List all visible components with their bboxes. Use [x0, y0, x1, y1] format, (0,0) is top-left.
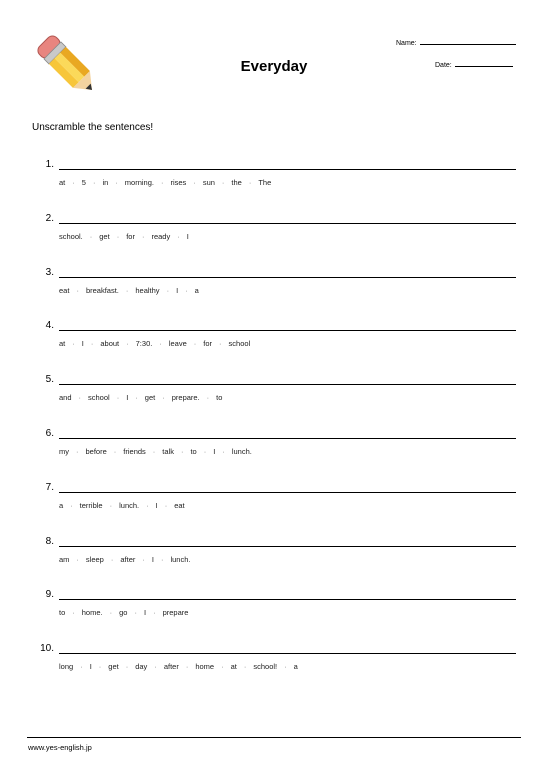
question-row: [0, 589, 548, 639]
word-separator: ·: [243, 662, 247, 672]
word-separator: ·: [162, 393, 165, 403]
word-separator: ·: [115, 178, 118, 187]
scrambled-word: to: [59, 608, 66, 618]
scrambled-word: after: [163, 662, 179, 672]
word-separator: ·: [134, 608, 137, 618]
scrambled-words: [59, 447, 252, 456]
word-separator: ·: [135, 393, 138, 403]
scrambled-word: leave: [168, 339, 187, 349]
word-separator: ·: [203, 447, 207, 456]
scrambled-word: home: [195, 662, 215, 672]
answer-line[interactable]: [59, 546, 516, 547]
scrambled-word: the: [231, 178, 242, 187]
scrambled-words: [59, 662, 298, 671]
word-separator: ·: [159, 339, 162, 349]
scrambled-word: lunch.: [170, 554, 191, 564]
footer-divider: [27, 737, 521, 738]
date-field[interactable]: [435, 60, 513, 69]
scrambled-word: healthy: [135, 285, 160, 295]
scrambled-word: a: [293, 662, 298, 672]
scrambled-word: in: [102, 178, 109, 187]
word-separator: ·: [221, 178, 225, 187]
name-label: Name:: [396, 40, 417, 47]
question-row: [0, 428, 548, 478]
scrambled-word: prepare.: [171, 393, 200, 403]
scrambled-word: and: [59, 393, 72, 403]
word-separator: ·: [110, 554, 114, 564]
word-separator: ·: [70, 500, 73, 510]
scrambled-word: I: [186, 231, 189, 241]
scrambled-word: I: [89, 662, 92, 672]
question-number: 9.: [45, 589, 54, 601]
word-separator: ·: [185, 662, 189, 672]
date-label: Date:: [435, 62, 452, 69]
question-number: 4.: [45, 320, 54, 332]
word-separator: ·: [125, 662, 129, 672]
scrambled-word: 7:30.: [135, 339, 153, 349]
scrambled-word: lunch.: [119, 500, 140, 510]
answer-line[interactable]: [59, 492, 516, 493]
answer-line[interactable]: [59, 599, 516, 600]
scrambled-word: I: [155, 500, 158, 510]
scrambled-word: a: [194, 285, 199, 295]
scrambled-word: I: [151, 554, 154, 564]
scrambled-word: sleep: [85, 554, 104, 564]
question-number: 8.: [45, 535, 54, 547]
word-separator: ·: [185, 285, 188, 295]
scrambled-word: long: [59, 662, 74, 672]
scrambled-word: I: [126, 393, 129, 403]
scrambled-word: I: [143, 608, 147, 618]
date-input-line[interactable]: [455, 60, 513, 67]
answer-line[interactable]: [59, 277, 516, 278]
word-separator: ·: [153, 608, 156, 618]
word-separator: ·: [166, 285, 170, 295]
scrambled-words: [59, 501, 185, 510]
scrambled-word: rises: [170, 178, 187, 187]
scrambled-word: at: [230, 662, 237, 672]
question-row: [0, 320, 548, 370]
scrambled-word: prepare: [162, 608, 189, 618]
question-number: 1.: [45, 159, 54, 170]
word-separator: ·: [72, 178, 75, 187]
word-separator: ·: [141, 231, 145, 241]
scrambled-word: get: [99, 231, 110, 241]
answer-line[interactable]: [59, 384, 516, 385]
scrambled-word: eat: [59, 285, 70, 295]
question-row: [0, 213, 548, 263]
scrambled-words: [59, 232, 189, 241]
question-number: 7.: [45, 481, 54, 493]
word-separator: ·: [76, 554, 79, 564]
scrambled-words: [59, 555, 190, 564]
scrambled-words: [59, 178, 271, 187]
word-separator: ·: [89, 231, 93, 241]
scrambled-word: I: [176, 285, 179, 295]
scrambled-word: get: [144, 393, 156, 403]
footer-url: www.yes-english.jp: [28, 743, 92, 752]
question-number: 2.: [45, 212, 54, 224]
word-separator: ·: [160, 178, 164, 187]
scrambled-word: I: [213, 447, 216, 456]
scrambled-word: to: [190, 447, 197, 456]
question-number: 5.: [45, 374, 54, 386]
word-separator: ·: [92, 178, 96, 187]
page-title: Everyday: [240, 58, 308, 75]
word-separator: ·: [219, 339, 222, 349]
word-separator: ·: [72, 608, 75, 618]
name-field[interactable]: [396, 38, 516, 47]
question-row: [0, 159, 548, 209]
word-separator: ·: [160, 554, 164, 564]
question-row: [0, 482, 548, 532]
word-separator: ·: [154, 662, 157, 672]
word-separator: ·: [206, 393, 210, 403]
word-separator: ·: [177, 231, 180, 241]
scrambled-word: 5: [81, 178, 86, 187]
question-number: 10.: [40, 643, 54, 655]
word-separator: ·: [80, 662, 83, 672]
scrambled-word: before: [85, 447, 107, 456]
word-separator: ·: [164, 500, 168, 510]
scrambled-word: after: [120, 554, 136, 564]
scrambled-word: morning.: [124, 178, 154, 187]
scrambled-word: go: [119, 608, 128, 618]
word-separator: ·: [180, 447, 184, 456]
scrambled-word: for: [203, 339, 213, 349]
word-separator: ·: [76, 285, 79, 295]
scrambled-word: eat: [174, 500, 185, 510]
question-row: [0, 267, 548, 317]
scrambled-word: about: [100, 339, 120, 349]
scrambled-word: day: [135, 662, 148, 672]
word-separator: ·: [222, 447, 225, 456]
scrambled-word: sun: [202, 178, 215, 187]
word-separator: ·: [109, 500, 113, 510]
scrambled-word: for: [126, 231, 135, 241]
word-separator: ·: [248, 178, 252, 187]
answer-line[interactable]: [59, 223, 516, 224]
instruction-text: Unscramble the sentences!: [32, 122, 154, 133]
word-separator: ·: [193, 339, 197, 349]
word-separator: ·: [116, 231, 120, 241]
word-separator: ·: [113, 447, 117, 456]
answer-line[interactable]: [59, 330, 516, 331]
scrambled-word: at: [59, 178, 66, 187]
question-number: 3.: [45, 266, 54, 278]
word-separator: ·: [152, 447, 156, 456]
scrambled-words: [59, 608, 188, 617]
scrambled-word: ready: [151, 231, 171, 241]
scrambled-word: breakfast.: [85, 285, 119, 295]
scrambled-word: my: [59, 447, 69, 456]
word-separator: ·: [109, 608, 113, 618]
scrambled-word: a: [59, 500, 64, 510]
word-separator: ·: [78, 393, 82, 403]
answer-line[interactable]: [59, 653, 516, 654]
question-number: 6.: [45, 428, 54, 439]
scrambled-word: am: [59, 554, 70, 564]
scrambled-word: lunch.: [231, 447, 252, 456]
scrambled-word: home.: [81, 608, 103, 618]
word-separator: ·: [284, 662, 287, 672]
word-separator: ·: [126, 339, 129, 349]
word-separator: ·: [142, 554, 145, 564]
word-separator: ·: [98, 662, 102, 672]
scrambled-word: school!: [253, 662, 278, 672]
scrambled-words: [59, 339, 250, 348]
question-row: [0, 643, 548, 693]
name-input-line[interactable]: [420, 38, 516, 45]
word-separator: ·: [76, 447, 79, 456]
word-separator: ·: [146, 500, 149, 510]
scrambled-word: get: [108, 662, 119, 672]
scrambled-word: talk: [162, 447, 174, 456]
question-row: [0, 536, 548, 586]
scrambled-word: friends: [123, 447, 146, 456]
scrambled-word: school: [228, 339, 251, 349]
word-separator: ·: [72, 339, 75, 349]
scrambled-word: The: [258, 178, 272, 187]
scrambled-words: [59, 286, 199, 295]
scrambled-word: I: [81, 339, 84, 349]
word-separator: ·: [90, 339, 94, 349]
answer-line[interactable]: [59, 169, 516, 170]
word-separator: ·: [193, 178, 196, 187]
scrambled-word: school: [88, 393, 110, 403]
word-separator: ·: [116, 393, 120, 403]
scrambled-word: terrible: [79, 500, 103, 510]
question-row: [0, 374, 548, 424]
answer-line[interactable]: [59, 438, 516, 439]
word-separator: ·: [125, 285, 129, 295]
scrambled-word: school.: [59, 231, 83, 241]
scrambled-word: to: [216, 393, 223, 403]
scrambled-words: [59, 393, 222, 402]
scrambled-word: at: [59, 339, 66, 349]
word-separator: ·: [221, 662, 224, 672]
